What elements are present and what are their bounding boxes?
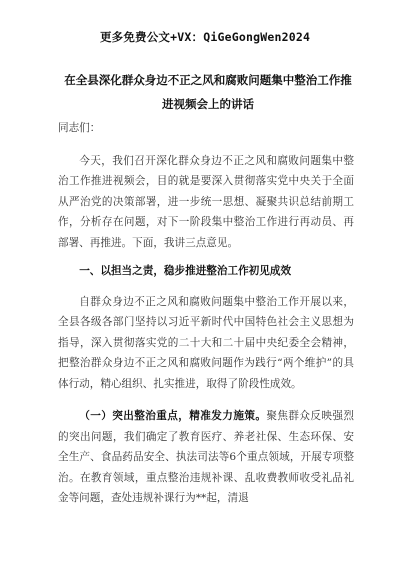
paragraph-focus — [58, 406, 354, 509]
salutation: 同志们： — [58, 122, 101, 134]
section-heading-1: 一、以担当之责，稳步推进整治工作初见成效 — [79, 265, 292, 277]
title-line-2: 进视频会上的讲话 — [162, 97, 254, 111]
subheading-focus: （一）突出整治重点，精准发力施策。 — [79, 410, 267, 422]
paragraph-intro: 今天，我们召开深化群众身边不正之风和腐败问题集中整治工作推进视频会，目的就是要深入贯彻落实党中央关于全面从严治党的决策部署，进一步统一思想、凝聚共识总结前期工作，分析存在问题，对下一阶段集中整治工作进行再动员、再部署、再推进。下面，我讲三点意见。 — [58, 154, 354, 249]
watermark-header: 更多免费公文+VX：QiGeGongWen2024 — [99, 30, 311, 44]
document-body — [58, 118, 354, 509]
title-line-1: 在全县深化群众身边不正之风和腐败问题集中整治工作推 — [64, 73, 352, 87]
document-title — [58, 68, 358, 116]
paragraph-focus-text: 聚焦群众反映强烈的突出问题，我们确定了教育医疗、养老社保、生态环保、安全生产、食品药品安全、执法司法等6个重点领域，开展专项整治。在教育领域，重点整治违规补课、乱收费教师收受礼品礼金等问题，查处违规补课行为**起，清退 — [58, 410, 355, 504]
paragraph-progress: 自群众身边不正之风和腐败问题集中整治工作开展以来，全县各级各部门坚持以习近平新时代中国特色社会主义思想为指导，深入贯彻落实党的二十大和二十届中央纪委全会精神，把整治群众身边不正之风和腐败问题作为践行“两个维护”的具体行动，精心组织、扎实推进，取得了阶段性成效。 — [58, 295, 354, 390]
